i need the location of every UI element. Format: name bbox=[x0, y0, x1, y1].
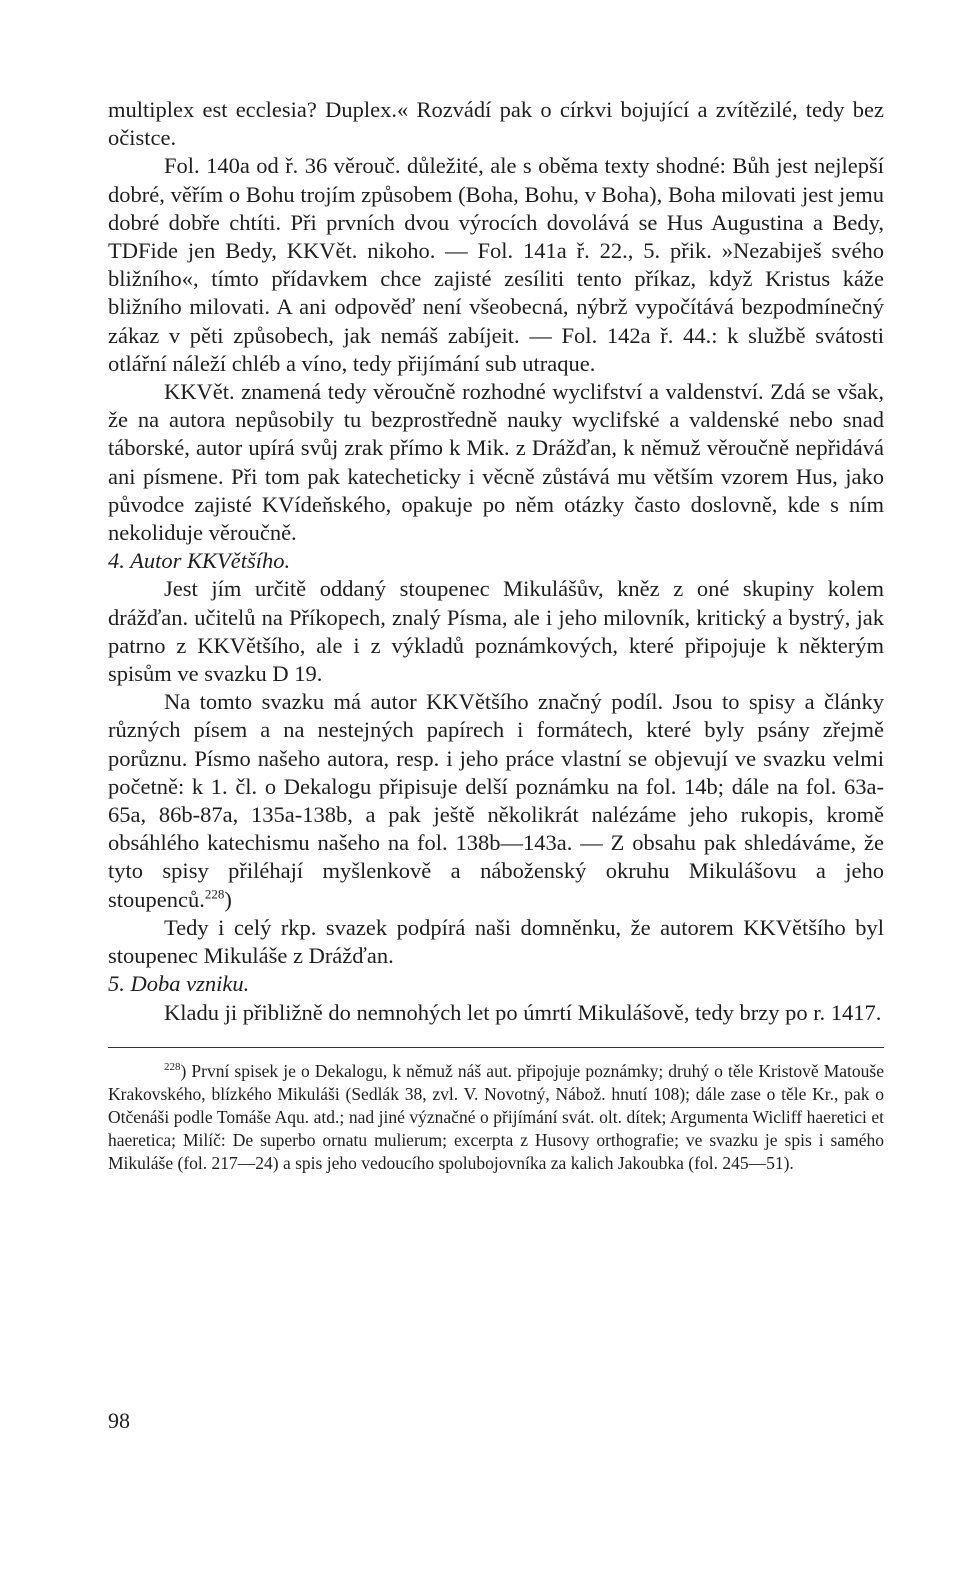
paragraph-6: Tedy i celý rkp. svazek podpírá naši domněnku, že autorem KKVětšího byl stoupenec Mikuláše z Drážďan. bbox=[108, 914, 884, 969]
footnote bbox=[108, 1060, 884, 1175]
footnote-reference: 228 bbox=[204, 886, 225, 902]
footnote-text: ) První spisek je o Dekalogu, k němuž náš aut. připojuje poznámky; druhý o těle Kristově Matouše Krakovského, blízkého Mikuláši (Sedlák 38, zvl. V. Novotný, Nábož. hnutí 108); dále zase o těle Kr., pak o Otčenáši podle Tomáše Aqu. atd.; nad jiné význačné o přijímání svát. olt. dítek; Argumenta Wicliff haeretici et haeretica; Milíč: De superbo ornatu mulierum; excerpta z Husovy orthografie; ve svazku je spis i samého Mikuláše (fol. 217—24) a spis jeho vedoucího spolubojovníka za kalich Jakoubka (fol. 245—51). bbox=[108, 1060, 884, 1173]
paragraph-7: Kladu ji přibližně do nemnohých let po úmrtí Mikulášově, tedy brzy po r. 1417. bbox=[164, 999, 882, 1025]
paragraph-2: Fol. 140a od ř. 36 věrouč. důležité, ale s oběma texty shodné: Bůh jest nejlepší dobré, věřím o Bohu trojím způsobem (Boha, Bohu, v Boha), Boha milovati jest jemu dobré dobře chtíti. Při prvních dvou výrocích dovolává se Hus Augustina a Bedy, TDFide jen Bedy, KKVět. nikoho. — Fol. 141a ř. 22., 5. přik. »Nezabiješ svého bližního«, tímto přídavkem chce zajisté zesíliti tento příkaz, když Kristus káže bližního milovati. A ani odpověď není všeobecná, nýbrž vypočítává bezpodmínečný zákaz v pěti způsobech, jak nemáš zabíjeit. — Fol. 142a ř. 44.: k službě svátosti otlářní náleží chléb a víno, tedy přijímání sub utraque. bbox=[108, 153, 884, 376]
paragraph-5: Na tomto svazku má autor KKVětšího značný podíl. Jsou to spisy a články různých písem a na nestejných papírech i formátech, které byly psány zřejmě porůznu. Písmo našeho autora, resp. i jeho práce vlastní se objevují ve svazku velmi početně: k 1. čl. o Dekalogu připisuje delší poznámku na fol. 14b; dále na fol. 63a-65a, 86b-87a, 135a-138b, a pak ještě několikrát nalézáme jeho rukopis, kromě obsáhlého katechismu našeho na fol. 138b—143a. — Z obsahu pak shledáváme, že tyto spisy přiléhají myšlenkově a náboženský okruhu Mikulášovu a jeho stoupenců.$^{228}$) bbox=[108, 689, 884, 912]
section-heading-5: 5. Doba vzniku. bbox=[108, 971, 250, 997]
footnote-divider bbox=[108, 1047, 884, 1048]
section-heading-4: 4. Autor KKVětšího. bbox=[108, 548, 291, 574]
paragraph-3: KKVět. znamená tedy věroučně rozhodné wyclifství a valdenství. Zdá se však, že na autora nepůsobily tu bezprostředně nauky wyclifské a valdenské nebo snad táborské, autor upírá svůj zrak přímo k Mik. z Drážďan, k němuž věroučně nepřidává ani písmene. Při tom pak katecheticky i věcně zůstává mu větším vzorem Hus, jako původce zajisté KVídeňského, opakuje po něm otázky často doslovně, kde s ním nekoliduje věroučně. bbox=[108, 379, 884, 546]
paragraph-5-text: Na tomto svazku má autor KKVětšího značný podíl. Jsou to spisy a články různých písem a na nestejných papírech i formátech, které byly psány zřejmě porůznu. Písmo našeho autora, resp. i jeho práce vlastní se objevují ve svazku velmi početně: k 1. čl. o Dekalogu připisuje delší poznámku na fol. 14b; dále na fol. 63a-65a, 86b-87a, 135a-138b, a pak ještě několikrát nalézáme jeho rukopis, kromě obsáhlého katechismu našeho na fol. 138b—143a. — Z obsahu pak shledáváme, že tyto spisy přiléhají myšlenkově a náboženský okruhu Mikulášovu a jeho stoupenců. bbox=[108, 689, 884, 912]
paragraph-4: Jest jím určitě oddaný stoupenec Mikulášův, kněz z oné skupiny kolem drážďan. učitelů na Příkopech, znalý Písma, ale i jeho milovník, kritický a bystrý, jak patrno z KKVětšího, ale i z výkladů poznámkových, které připojuje k některým spisům ve svazku D 19. bbox=[108, 576, 884, 687]
page-body bbox=[108, 96, 884, 1175]
footnote-mark: 228 bbox=[164, 1060, 181, 1073]
page-number: 98 bbox=[108, 1408, 130, 1433]
paragraph-1: multiplex est ecclesia? Duplex.« Rozvádí pak o církvi bojující a zvítězilé, tedy bez očistce. bbox=[108, 97, 884, 151]
main-text bbox=[108, 96, 884, 1027]
